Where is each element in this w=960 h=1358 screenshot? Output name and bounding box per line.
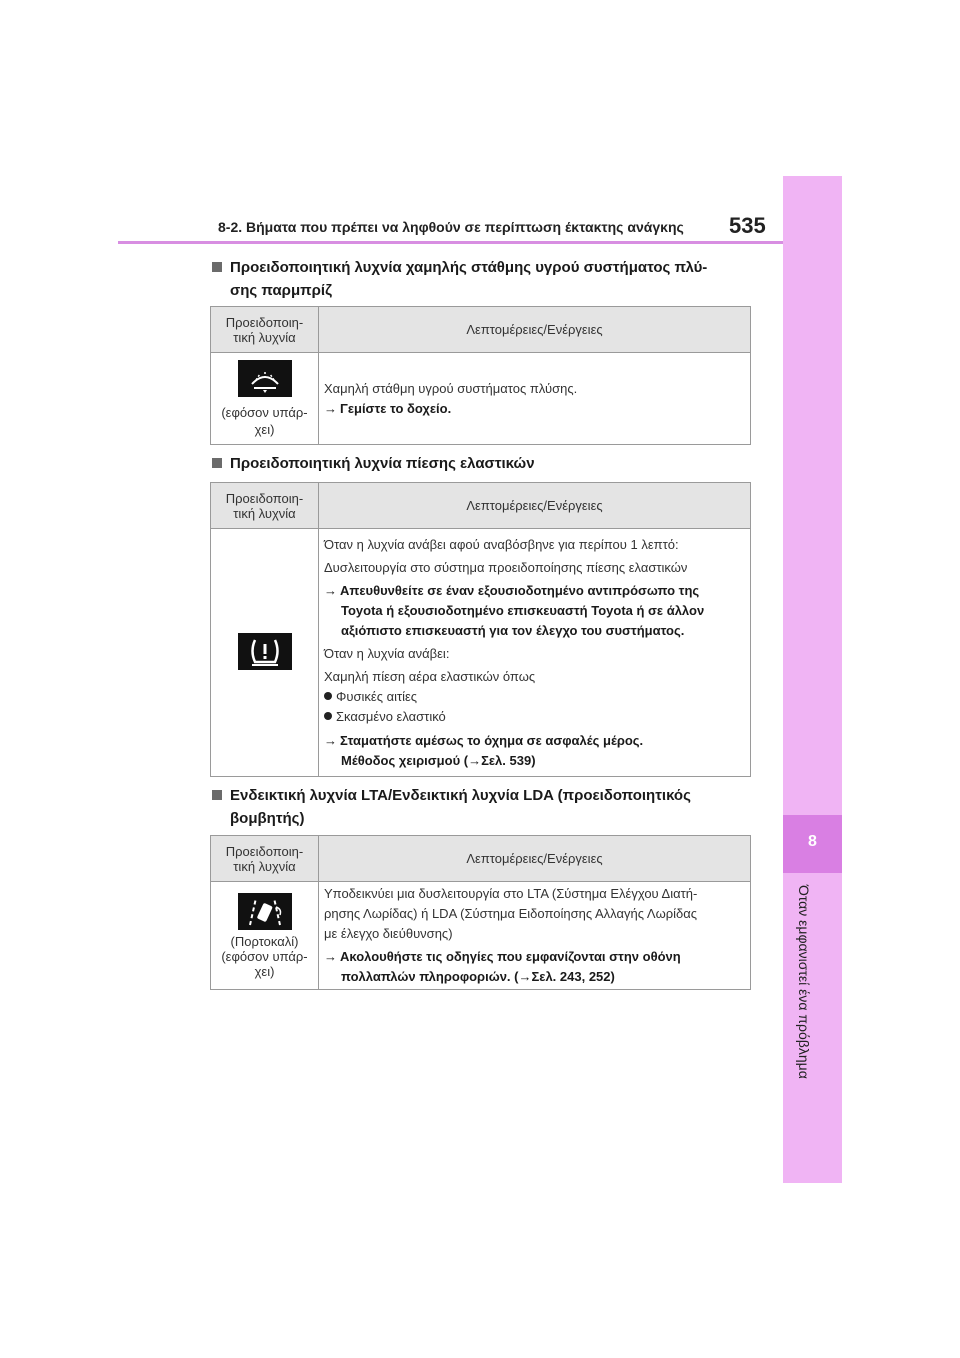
header-divider bbox=[118, 241, 783, 244]
lta-lda-table bbox=[210, 835, 751, 990]
col-header-details: Λεπτομέρειες/Ενέργειες bbox=[319, 307, 751, 353]
details-cell: Χαμηλή στάθμη υγρού συστήματος πλύσης. → Γεμίστε το δοχείο. bbox=[319, 353, 751, 445]
warning-light-cell bbox=[211, 529, 319, 777]
col-header-warning-light: Προειδοποιη- τική λυχνία bbox=[211, 307, 319, 353]
chapter-number: 8 bbox=[808, 833, 817, 850]
col-header-details: Λεπτομέρειες/Ενέργειες bbox=[319, 836, 751, 882]
washer-fluid-icon bbox=[238, 360, 292, 397]
section-bullet-square bbox=[212, 262, 222, 272]
bullet-dot bbox=[324, 692, 332, 700]
section-bullet-square bbox=[212, 790, 222, 800]
tire-pressure-table bbox=[210, 482, 751, 777]
chapter-title: Όταν εμφανιστεί ένα πρόβλημα bbox=[796, 885, 812, 1079]
warning-light-cell: (Πορτοκαλί) (εφόσον υπάρ- χει) bbox=[211, 882, 319, 990]
section-header-title: 8-2. Βήματα που πρέπει να ληφθούν σε περίπτωση έκτακτης ανάγκης bbox=[218, 219, 684, 235]
details-cell: Όταν η λυχνία ανάβει αφού αναβόσβηνε για περίπου 1 λεπτό: Δυσλειτουργία στο σύστημα προειδοποίησης πίεσης ελαστικών → Απευθυνθείτε σε έναν εξουσιοδοτημένο αντιπρόσωπο της Toyota ή εξουσιοδοτημένο επισκευαστή Toyota ή σε άλλον αξιόπιστο επισκευαστή για τον έλεγχο του συστήματος. Όταν η λυχνία ανάβει: Χαμηλή πίεση αέρα ελαστικών όπως Φυσικές αιτίες Σκασμένο ελαστικό → Σταματήστε αμέσως το όχημα σε ασφαλές μέρος. Μέθοδος χειρισμού (→Σελ. 539) bbox=[319, 529, 751, 777]
washer-warning-table bbox=[210, 306, 751, 445]
details-cell: Υποδεικνύει μια δυσλειτουργία στο LTA (Σύστημα Ελέγχου Διατή- ρησης Λωρίδας) ή LDA (Σύστημα Ειδοποίησης Αλλαγής Λωρίδας με έλεγχο διεύθυνσης) → Ακολουθήστε τις οδηγίες που εμφανίζονται στην οθόνη πολλαπλών πληροφοριών. (→Σελ. 243, 252) bbox=[319, 882, 751, 990]
tire-pressure-icon bbox=[238, 633, 292, 670]
lane-assist-icon bbox=[238, 893, 292, 930]
bullet-dot bbox=[324, 712, 332, 720]
col-header-warning-light: Προειδοποιη- τική λυχνία bbox=[211, 483, 319, 529]
col-header-warning-light: Προειδοποιη- τική λυχνία bbox=[211, 836, 319, 882]
warning-light-cell: (εφόσον υπάρ- χει) bbox=[211, 353, 319, 445]
page-number: 535 bbox=[729, 213, 766, 238]
side-tab bbox=[783, 176, 842, 1183]
section-bullet-square bbox=[212, 458, 222, 468]
col-header-details: Λεπτομέρειες/Ενέργειες bbox=[319, 483, 751, 529]
